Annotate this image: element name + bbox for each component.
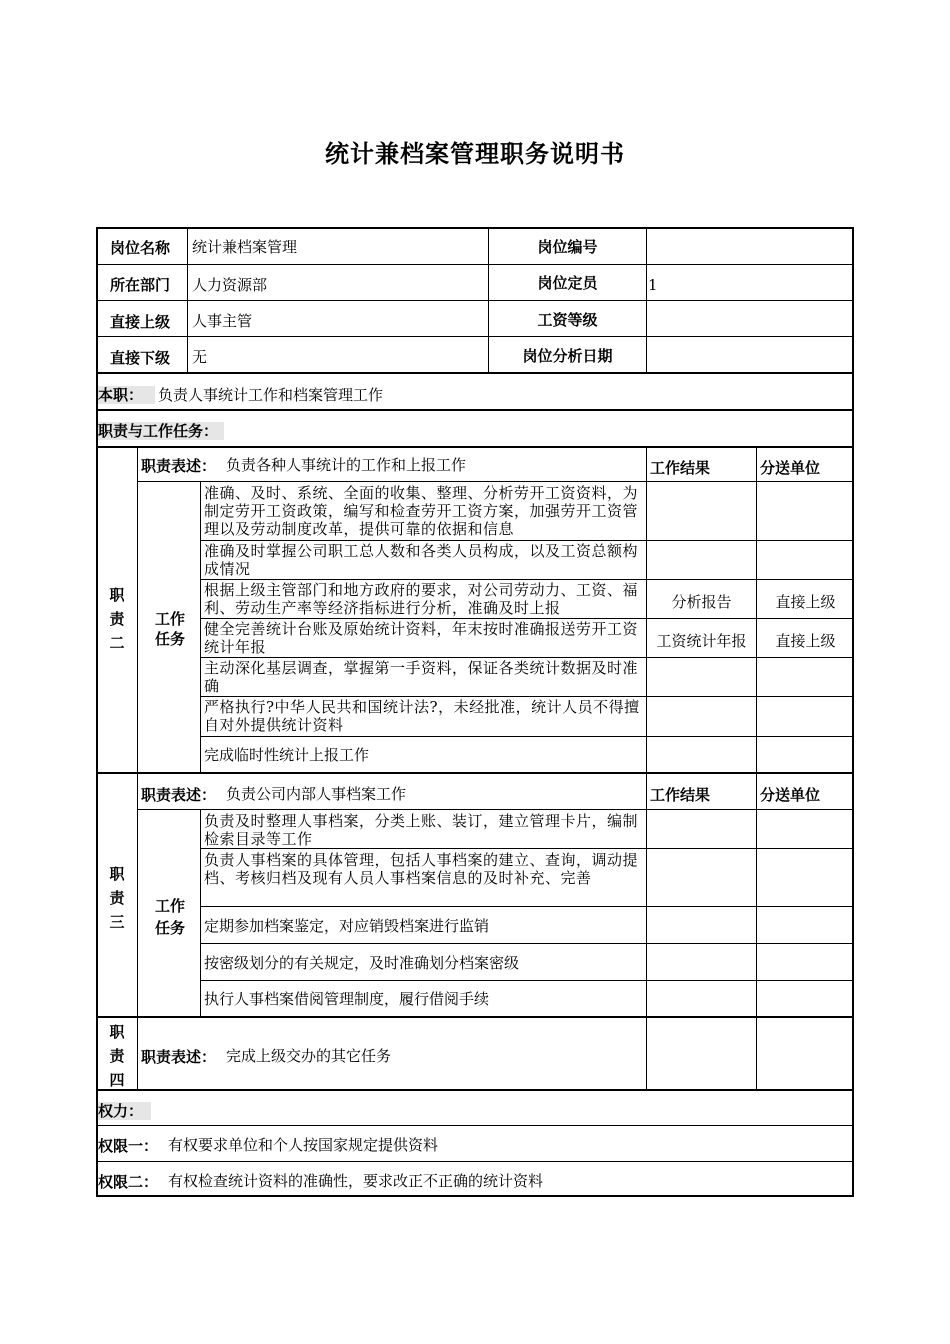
department-label: 所在部门 (110, 276, 171, 294)
basic-duty-label: 本职： (98, 386, 155, 404)
duty4-desc: 完成上级交办的其它任务 (226, 1047, 392, 1065)
duty2-label: 职责二 (109, 586, 125, 652)
duty3-result-header: 工作结果 (650, 786, 711, 804)
duty3-task-5: 执行人事档案借阅管理制度，履行借阅手续 (204, 990, 490, 1008)
position-name-value: 统计兼档案管理 (192, 238, 298, 256)
position-code-label: 岗位编号 (537, 238, 598, 256)
page-title: 统计兼档案管理职务说明书 (325, 140, 625, 168)
duty3-task-1: 负责及时整理人事档案，分类上账、装订，建立管理卡片，编制检索目录等工作 (204, 812, 639, 848)
authority-2-text: 有权检查统计资料的准确性，要求改正不正确的统计资料 (168, 1172, 544, 1190)
duty3-label: 职责三 (109, 865, 125, 931)
duty2-desc-label: 职责表述： (141, 457, 217, 475)
superior-label: 直接上级 (110, 313, 171, 331)
duty2-result-3: 分析报告 (671, 593, 732, 611)
authority-1-text: 有权要求单位和个人按国家规定提供资料 (168, 1136, 439, 1154)
duty2-desc: 负责各种人事统计的工作和上报工作 (226, 456, 467, 474)
duty4-label: 职责四 (109, 1023, 125, 1089)
position-name-label: 岗位名称 (110, 239, 171, 257)
salary-grade-label: 工资等级 (537, 311, 598, 329)
duty2-result-4: 工资统计年报 (656, 632, 747, 650)
department-value: 人力资源部 (192, 276, 268, 294)
authority-heading: 权力： (98, 1102, 151, 1120)
duty2-task-5: 主动深化基层调查，掌握第一手资料，保证各类统计数据及时准确 (204, 659, 639, 695)
basic-duty-text: 负责人事统计工作和档案管理工作 (158, 386, 384, 404)
superior-value: 人事主管 (192, 312, 253, 330)
duty3-task-2: 负责人事档案的具体管理，包括人事档案的建立、查询，调动提档、考核归档及现有人员人事档案信息的及时补充、完善 (204, 851, 639, 887)
subordinate-label: 直接下级 (110, 349, 171, 367)
duty2-task-1: 准确、及时、系统、全面的收集、整理、分析劳开工资资料，为制定劳开工资政策，编写和检查劳开工资方案，加强劳开工资管理以及劳动制度改革，提供可靠的依据和信息 (204, 484, 639, 538)
duty2-dept-header: 分送单位 (760, 459, 821, 477)
duty2-task-4: 健全完善统计台账及原始统计资料，年末按时准确报送劳开工资统计年报 (204, 620, 639, 656)
duty3-task-3: 定期参加档案鉴定，对应销毁档案进行监销 (204, 917, 490, 935)
duty2-task-label: 工作任务 (154, 610, 185, 648)
duty3-dept-header: 分送单位 (760, 786, 821, 804)
duty2-result-header: 工作结果 (650, 459, 711, 477)
duty3-task-4: 按密级划分的有关规定，及时准确划分档案密级 (204, 954, 520, 972)
duty2-task-3: 根据上级主管部门和地方政府的要求，对公司劳动力、工资、福利、劳动生产率等经济指标进行分析，准确及时上报 (204, 581, 639, 617)
duties-heading: 职责与工作任务： (98, 422, 224, 440)
duty3-desc-label: 职责表述： (141, 786, 217, 804)
duty2-task-6: 严格执行?中华人民共和国统计法?，未经批准，统计人员不得擅自对外提供统计资料 (204, 698, 640, 734)
subordinate-value: 无 (192, 348, 208, 366)
duty4-desc-label: 职责表述： (141, 1048, 217, 1066)
duty2-dept-4: 直接上级 (775, 632, 836, 650)
duty2-task-7: 完成临时性统计上报工作 (204, 746, 370, 764)
duty2-task-2: 准确及时掌握公司职工总人数和各类人员构成，以及工资总额构成情况 (204, 542, 639, 578)
analysis-date-label: 岗位分析日期 (522, 347, 613, 365)
duty3-desc: 负责公司内部人事档案工作 (226, 785, 407, 803)
headcount-value: 1 (648, 276, 658, 294)
authority-1-label: 权限一： (98, 1137, 159, 1155)
headcount-label: 岗位定员 (537, 274, 598, 292)
duty3-task-label: 工作任务 (154, 897, 185, 937)
duty2-dept-3: 直接上级 (775, 593, 836, 611)
authority-2-label: 权限二： (98, 1173, 159, 1191)
